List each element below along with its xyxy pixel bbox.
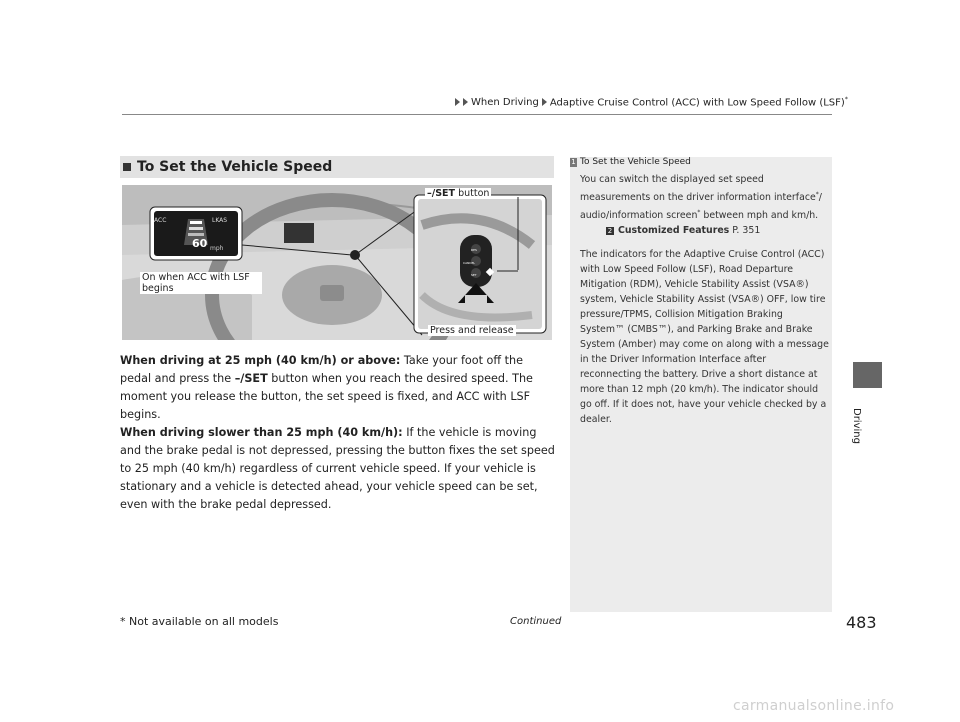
chapter-tab[interactable] (853, 362, 882, 388)
breadcrumb-arrow-icon (455, 98, 460, 106)
dashboard-drawing (122, 185, 552, 340)
continued-label: Continued (510, 616, 562, 627)
breadcrumb (455, 96, 848, 108)
note-number-icon: 1 (571, 157, 576, 166)
breadcrumb-item-acc[interactable]: Adaptive Cruise Control (ACC) with Low Speed Follow (LSF)* (549, 96, 848, 109)
callout-press-release: Press and release (430, 325, 514, 336)
wheel-res-label: RES (471, 248, 477, 252)
sidebar-paragraph-units: You can switch the displayed set speed measurements on the driver information interface*/ audio/information screen* between mph and km/h. 2 Customized Features P. 351 (580, 172, 830, 238)
section-square-icon (123, 163, 131, 171)
breadcrumb-item-when-driving[interactable]: When Driving (471, 96, 539, 108)
body-text (120, 352, 556, 514)
callout-lsf: On when ACC with LSF begins (140, 272, 262, 294)
callout-set-button: –/SET button (427, 188, 490, 199)
sidebar-paragraph-indicators: The indicators for the Adaptive Cruise Control (ACC) with Low Speed Follow (LSF), Road Departure Mitigation (RDM), Vehicle Stability Assist (VSA®) system, Vehicle Stability Assist (VSA®) OFF, low tire pressure/TPMS, Collision Mitigation Braking System™ (CMBS™), and Parking Brake and Brake System (Amber) may come on along with a message in the Driver Information Interface after reconnecting the battery. Drive a short distance at more than 12 mph (20 km/h). The indicator should go off. If it does not, have your vehicle checked by a dealer. (580, 249, 829, 426)
section-heading (120, 156, 554, 178)
breadcrumb-arrow-icon (542, 98, 547, 106)
paragraph-fast: When driving at 25 mph (40 km/h) or above: Take your foot off the pedal and press the –/SET button when you reach the desired speed. The moment you release the button, the set speed is fixed, and ACC with LSF begins. (120, 354, 533, 421)
display-speed-value: 60 (192, 237, 208, 250)
sidebar-heading: 1 To Set the Vehicle Speed (571, 157, 691, 167)
customized-features-link[interactable]: 2 Customized Features P. 351 (607, 225, 761, 237)
sidebar-note (570, 157, 832, 612)
wheel-cancel-label: CANCEL (463, 261, 476, 265)
footnote: * Not available on all models (120, 615, 279, 628)
dashboard-illustration (122, 185, 552, 340)
display-lkas-label: LKAS (212, 217, 228, 224)
chapter-tab-label: Driving (851, 408, 862, 444)
sidebar-body (580, 172, 830, 436)
wheel-set-label: SET (471, 273, 477, 277)
page-number: 483 (846, 613, 877, 632)
paragraph-slow: When driving slower than 25 mph (40 km/h): If the vehicle is moving and the brake pedal is not depressed, pressing the button fixes the set speed to 25 mph (40 km/h) regardless of current vehicle speed. If your vehicle is stationary and a vehicle is detected ahead, your vehicle speed can be set, even with the brake pedal depressed. (120, 426, 555, 511)
page-reference-icon: 2 (607, 227, 613, 236)
watermark-text: carmanualsonline.info (733, 698, 895, 714)
header-divider (122, 114, 832, 115)
display-speed-unit: mph (210, 245, 224, 252)
breadcrumb-arrow-icon (463, 98, 468, 106)
section-title: To Set the Vehicle Speed (137, 159, 333, 175)
display-acc-label: ACC (154, 217, 167, 224)
